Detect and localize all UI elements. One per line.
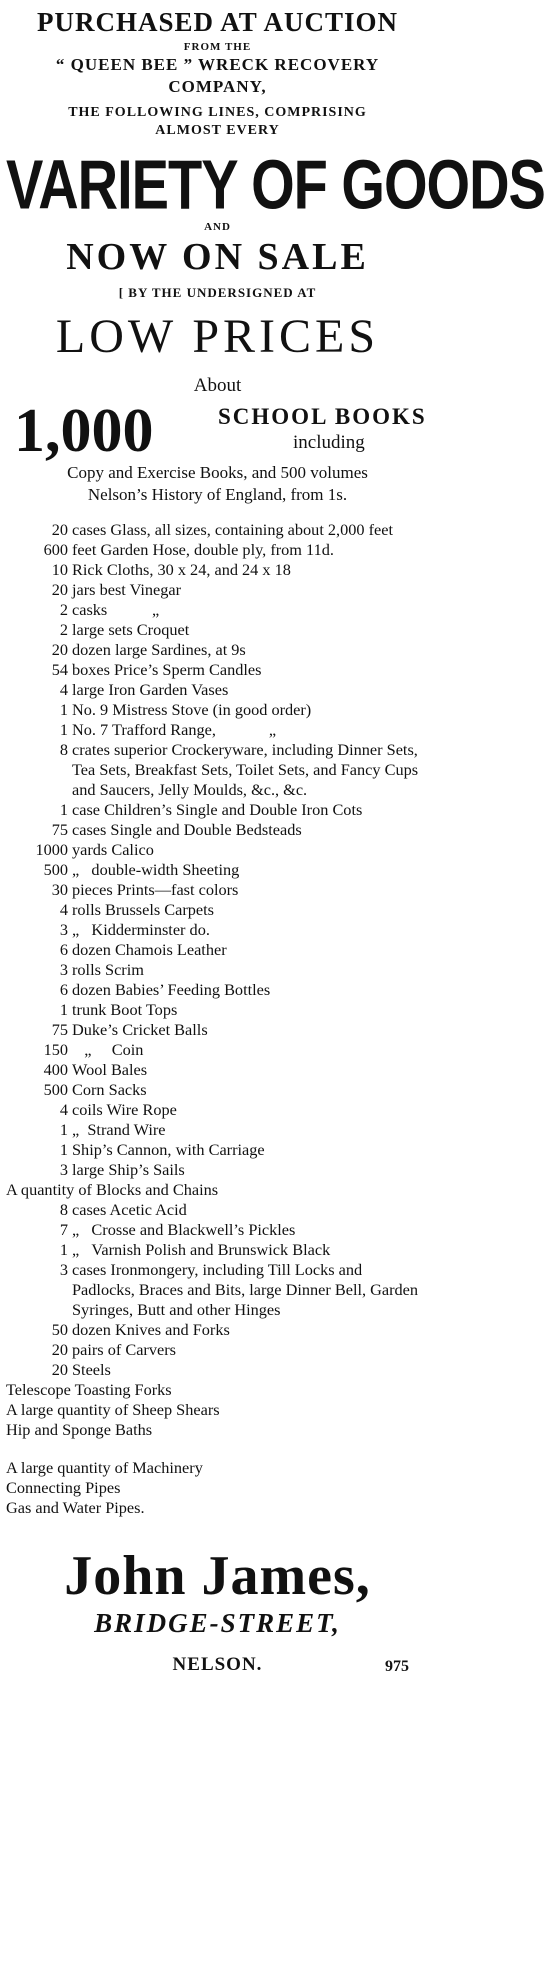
item-text: rolls Scrim: [72, 960, 144, 979]
item-quantity: 4: [59, 1100, 68, 1119]
item-quantity: 3: [59, 920, 68, 939]
list-item: [6, 1020, 429, 1040]
item-quantity: 1: [59, 800, 68, 819]
item-quantity: 1000: [35, 840, 68, 859]
item-quantity: 75: [51, 1020, 68, 1039]
item-text: cases Glass, all sizes, containing about 2,000 feet: [72, 520, 394, 539]
advertisement: [0, 4, 545, 1981]
thousand-figure: 1,000: [14, 397, 154, 465]
list-item: [6, 940, 429, 960]
headline-purchased: PURCHASED AT AUCTION: [36, 7, 399, 37]
item-quantity: 20: [51, 1360, 68, 1379]
books-line-2: Nelson’s History of England, from 1s.: [87, 485, 348, 504]
list-item: [6, 960, 429, 980]
list-item: [6, 1160, 429, 1180]
by-the-undersigned: [6, 282, 429, 304]
list-item: [6, 1100, 429, 1120]
list-item: [6, 1420, 429, 1440]
list-item: [6, 1340, 429, 1360]
item-quantity: 150: [43, 1040, 68, 1059]
list-item: [6, 660, 429, 680]
footer-row: [6, 1654, 429, 1686]
item-quantity: 54: [51, 660, 68, 679]
item-quantity: 1: [59, 1120, 68, 1139]
item-quantity: 8: [59, 1200, 68, 1219]
item-text: feet Garden Hose, double ply, from 11d.: [72, 540, 334, 559]
item-text: Steels: [72, 1360, 111, 1379]
about-word: About: [193, 375, 242, 396]
item-quantity: 3: [59, 1260, 68, 1279]
list-item: [6, 1060, 429, 1080]
item-text: pairs of Carvers: [72, 1340, 176, 1359]
item-text: jars best Vinegar: [72, 580, 182, 599]
list-item: [6, 560, 429, 580]
list-item: [6, 1220, 429, 1240]
item-text: A large quantity of Sheep Shears: [6, 1400, 220, 1419]
item-quantity: 1: [59, 1000, 68, 1019]
machinery-list: [6, 1458, 429, 1518]
list-item: [6, 1320, 429, 1340]
almost-every: ALMOST EVERY: [155, 123, 280, 138]
following-lines: THE FOLLOWING LINES, COMPRISING: [68, 105, 367, 120]
goods-list: [6, 520, 429, 1440]
item-quantity: 4: [59, 900, 68, 919]
item-text: large sets Croquet: [72, 620, 190, 639]
item-quantity: 2: [59, 620, 68, 639]
item-text: „ Varnish Polish and Brunswick Black: [72, 1240, 331, 1259]
low-prices: LOW PRICES: [55, 310, 380, 363]
school-books-heading: SCHOOL BOOKS: [218, 404, 427, 429]
item-quantity: 6: [59, 940, 68, 959]
item-text: casks „: [72, 600, 160, 619]
bracket-mark: [: [118, 285, 129, 300]
item-text: Ship’s Cannon, with Carriage: [72, 1140, 265, 1159]
list-item: [6, 800, 429, 820]
from-the: FROM THE: [183, 41, 252, 53]
item-text: „ Crosse and Blackwell’s Pickles: [72, 1220, 296, 1239]
item-text: Duke’s Cricket Balls: [72, 1020, 208, 1039]
machinery-item: A large quantity of Machinery: [6, 1458, 203, 1477]
list-item: [6, 1080, 429, 1100]
list-item: [6, 600, 429, 620]
item-text: rolls Brussels Carpets: [72, 900, 214, 919]
machinery-item: Gas and Water Pipes.: [6, 1498, 145, 1517]
list-item: [6, 1180, 429, 1200]
item-quantity: 4: [59, 680, 68, 699]
item-text: yards Calico: [72, 840, 154, 859]
item-text: No. 7 Trafford Range, „: [72, 720, 277, 739]
list-item: [6, 540, 429, 560]
item-quantity: 20: [51, 520, 68, 539]
item-quantity: 400: [43, 1060, 68, 1079]
books-line-1: Copy and Exercise Books, and 500 volumes: [67, 463, 368, 482]
item-quantity: 500: [43, 860, 68, 879]
list-item: [6, 880, 429, 900]
list-item: [6, 720, 429, 740]
item-quantity: 1: [59, 1140, 68, 1159]
list-item: [6, 580, 429, 600]
item-text: boxes Price’s Sperm Candles: [72, 660, 262, 679]
item-text: cases Acetic Acid: [72, 1200, 187, 1219]
item-text: Wool Bales: [72, 1060, 148, 1079]
list-item: [6, 620, 429, 640]
item-text: No. 9 Mistress Stove (in good order): [72, 700, 312, 719]
item-quantity: 600: [43, 540, 68, 559]
company-word: COMPANY,: [168, 77, 267, 96]
list-item: [6, 520, 429, 540]
item-text: Hip and Sponge Baths: [6, 1420, 153, 1439]
item-quantity: 6: [59, 980, 68, 999]
item-text: dozen large Sardines, at 9s: [72, 640, 246, 659]
item-quantity: 2: [59, 600, 68, 619]
item-text: large Ship’s Sails: [72, 1160, 185, 1179]
item-quantity: 7: [59, 1220, 68, 1239]
list-item: [6, 1120, 429, 1140]
item-text: A quantity of Blocks and Chains: [6, 1180, 219, 1199]
list-item: [6, 1360, 429, 1380]
item-text: „ Strand Wire: [72, 1120, 166, 1139]
machinery-item: Connecting Pipes: [6, 1478, 121, 1497]
item-text: case Children’s Single and Double Iron Cots: [72, 800, 363, 819]
item-text: Rick Cloths, 30 x 24, and 24 x 18: [72, 560, 291, 579]
undersigned-text: BY THE UNDERSIGNED AT: [128, 285, 317, 300]
list-item: [6, 1000, 429, 1020]
list-item: [6, 900, 429, 920]
list-item: [6, 840, 429, 860]
item-quantity: 1: [59, 700, 68, 719]
item-quantity: 20: [51, 640, 68, 659]
item-quantity: 3: [59, 1160, 68, 1179]
item-text: cases Single and Double Bedsteads: [72, 820, 302, 839]
item-quantity: 20: [51, 580, 68, 599]
item-quantity: 500: [43, 1080, 68, 1099]
list-item: [6, 920, 429, 940]
item-quantity: 3: [59, 960, 68, 979]
item-quantity: 1: [59, 1240, 68, 1259]
list-item: [6, 1240, 429, 1260]
list-item: [6, 740, 429, 800]
item-text: dozen Chamois Leather: [72, 940, 227, 959]
list-item: [6, 640, 429, 660]
item-quantity: 50: [51, 1320, 68, 1339]
item-text: pieces Prints—fast colors: [72, 880, 239, 899]
list-item: [6, 1040, 429, 1060]
list-item: [6, 820, 429, 840]
company-name: “ QUEEN BEE ” WRECK RECOVERY: [55, 55, 380, 74]
item-text: „ Coin: [72, 1040, 144, 1059]
item-quantity: 30: [51, 880, 68, 899]
item-quantity: 75: [51, 820, 68, 839]
now-on-sale: NOW ON SALE: [66, 236, 369, 278]
merchant-street: BRIDGE-STREET,: [94, 1608, 341, 1638]
item-text: Corn Sacks: [72, 1080, 147, 1099]
including-word: including: [293, 432, 365, 453]
item-text: crates superior Crockeryware, including Dinner Sets, Tea Sets, Breakfast Sets, Toilet Sets, and Fancy Cups and Saucers, Jelly Moulds, &c., &c.: [72, 740, 419, 799]
school-books-block: [6, 397, 429, 465]
list-item: [6, 700, 429, 720]
item-text: coils Wire Rope: [72, 1100, 177, 1119]
item-text: trunk Boot Tops: [72, 1000, 178, 1019]
item-text: cases Ironmongery, including Till Locks and Padlocks, Braces and Bits, large Dinner Bell, Garden Syringes, Butt and other Hinges: [72, 1260, 419, 1319]
merchant-town: NELSON.: [172, 1654, 263, 1675]
spacer: [6, 1440, 429, 1458]
merchant-name: John James,: [64, 1545, 371, 1607]
item-text: Telescope Toasting Forks: [6, 1380, 172, 1399]
list-item: [6, 680, 429, 700]
item-quantity: 8: [59, 740, 68, 759]
variety-of-goods: VARIETY OF GOODS: [6, 144, 545, 224]
item-text: „ Kidderminster do.: [72, 920, 210, 939]
list-item: [6, 1140, 429, 1160]
item-text: large Iron Garden Vases: [72, 680, 229, 699]
list-item: [6, 1260, 429, 1320]
item-text: dozen Babies’ Feeding Bottles: [72, 980, 271, 999]
item-text: dozen Knives and Forks: [72, 1320, 230, 1339]
list-item: [6, 980, 429, 1000]
item-text: „ double-width Sheeting: [72, 860, 240, 879]
list-item: [6, 1400, 429, 1420]
item-quantity: 10: [51, 560, 68, 579]
list-item: [6, 1380, 429, 1400]
and-word: AND: [204, 221, 231, 233]
ad-number: 975: [385, 1658, 409, 1675]
list-item: [6, 860, 429, 880]
item-quantity: 1: [59, 720, 68, 739]
list-item: [6, 1200, 429, 1220]
item-quantity: 20: [51, 1340, 68, 1359]
